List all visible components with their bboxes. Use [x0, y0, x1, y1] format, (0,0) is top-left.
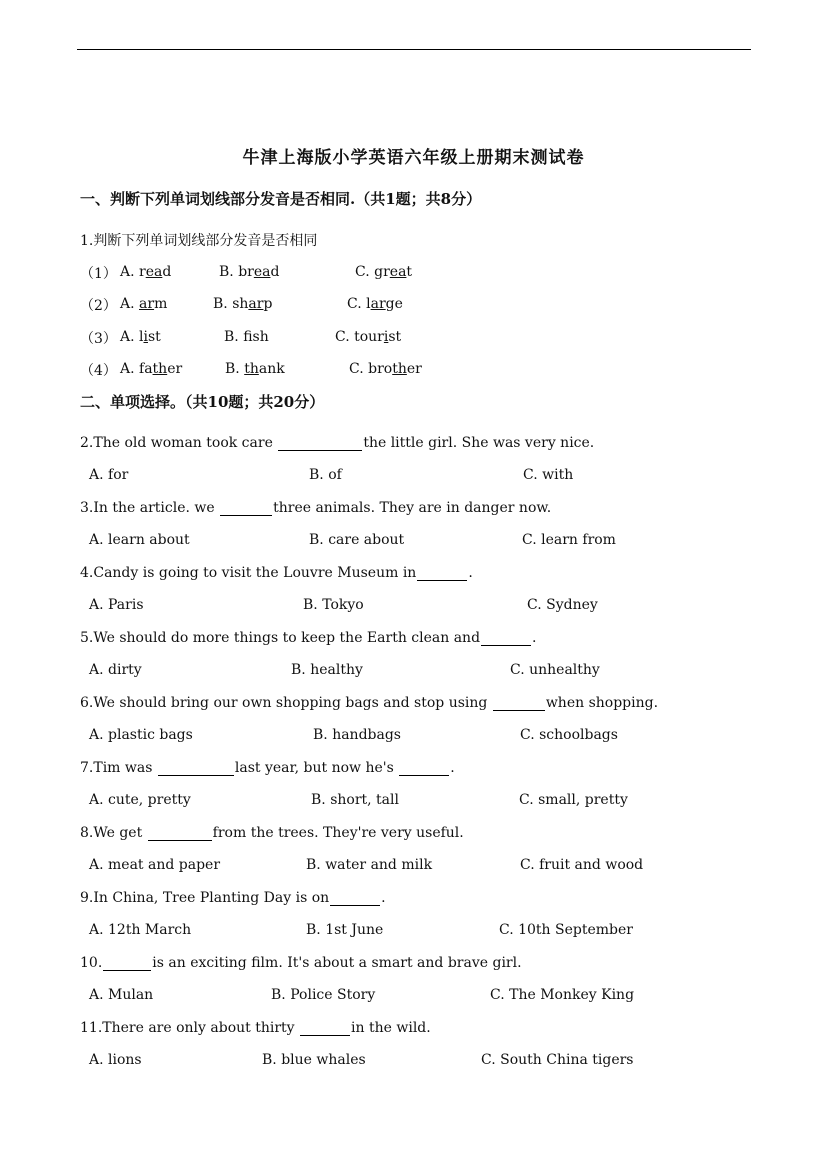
option-c: C. tourist: [335, 329, 402, 345]
option-a: A. learn about: [89, 532, 190, 548]
answer-blank: [330, 891, 380, 906]
option-a: A. 12th March: [89, 922, 192, 938]
row-number: （2）: [80, 298, 117, 314]
option-b: B. Tokyo: [303, 597, 364, 613]
question-2: 2.The old woman took care the little girl. She was very nice.: [80, 435, 595, 451]
option-c: C. brother: [349, 361, 422, 377]
option-c: C. with: [523, 467, 574, 483]
row-number: （3）: [80, 331, 117, 347]
option-b: B. sharp: [213, 296, 273, 312]
question-8: 8.We get from the trees. They're very useful.: [80, 825, 464, 841]
option-c: C. small, pretty: [519, 792, 628, 808]
option-b: B. thank: [225, 361, 285, 377]
question-11: 11.There are only about thirty in the wild.: [80, 1020, 431, 1036]
row-number: （4）: [80, 363, 117, 379]
option-b: B. blue whales: [262, 1052, 366, 1068]
option-b: B. short, tall: [311, 792, 399, 808]
option-c: C. learn from: [522, 532, 616, 548]
section1-heading: 一、判断下列单词划线部分发音是否相同.（共1题；共8分）: [80, 190, 482, 208]
option-c: C. fruit and wood: [520, 857, 644, 873]
question-3: 3.In the article. we three animals. They are in danger now.: [80, 500, 552, 516]
question-4: 4.Candy is going to visit the Louvre Museum in .: [80, 565, 473, 581]
answer-blank: [148, 826, 212, 841]
option-a: A. arm: [120, 296, 168, 312]
question-9: 9.In China, Tree Planting Day is on .: [80, 890, 386, 906]
option-b: B. care about: [309, 532, 405, 548]
question-5: 5.We should do more things to keep the Earth clean and .: [80, 630, 537, 646]
option-b: B. water and milk: [306, 857, 433, 873]
option-c: C. large: [347, 296, 403, 312]
option-b: B. Police Story: [271, 987, 376, 1003]
answer-blank: [481, 631, 531, 646]
row-number: （1）: [80, 266, 117, 282]
question-10: 10. is an exciting film. It's about a smart and brave girl.: [80, 955, 522, 971]
option-c: C. schoolbags: [520, 727, 618, 743]
option-a: A. plastic bags: [89, 727, 193, 743]
option-b: B. healthy: [291, 662, 363, 678]
section2-heading: 二、单项选择。（共10题；共20分）: [80, 393, 325, 411]
section1-question: 1.判断下列单词划线部分发音是否相同: [80, 233, 318, 249]
option-b: B. handbags: [313, 727, 401, 743]
answer-blank: [158, 761, 234, 776]
option-c: C. great: [355, 264, 413, 280]
option-a: A. cute, pretty: [89, 792, 191, 808]
option-a: A. read: [120, 264, 172, 280]
answer-blank: [417, 566, 467, 581]
question-7: 7.Tim was last year, but now he's .: [80, 760, 455, 776]
option-b: B. of: [309, 467, 342, 483]
answer-blank: [103, 956, 151, 971]
option-a: A. father: [120, 361, 183, 377]
page-title: 牛津上海版小学英语六年级上册期末测试卷: [242, 148, 585, 168]
question-6: 6.We should bring our own shopping bags and stop using when shopping.: [80, 695, 659, 711]
option-c: C. The Monkey King: [490, 987, 635, 1003]
option-a: A. list: [120, 329, 161, 345]
option-c: C. Sydney: [527, 597, 598, 613]
answer-blank: [493, 696, 545, 711]
option-c: C. 10th September: [499, 922, 633, 938]
option-b: B. 1st June: [306, 922, 384, 938]
option-c: C. South China tigers: [481, 1052, 634, 1068]
option-b: B. bread: [219, 264, 280, 280]
answer-blank: [220, 501, 272, 516]
answer-blank: [278, 436, 362, 451]
option-c: C. unhealthy: [510, 662, 600, 678]
answer-blank: [399, 761, 449, 776]
option-a: A. for: [89, 467, 129, 483]
option-a: A. Mulan: [89, 987, 154, 1003]
header-rule: [77, 49, 751, 50]
option-a: A. Paris: [89, 597, 144, 613]
option-a: A. dirty: [89, 662, 142, 678]
answer-blank: [300, 1021, 350, 1036]
option-a: A. lions: [89, 1052, 142, 1068]
option-a: A. meat and paper: [89, 857, 221, 873]
option-b: B. fsh: [224, 329, 269, 345]
